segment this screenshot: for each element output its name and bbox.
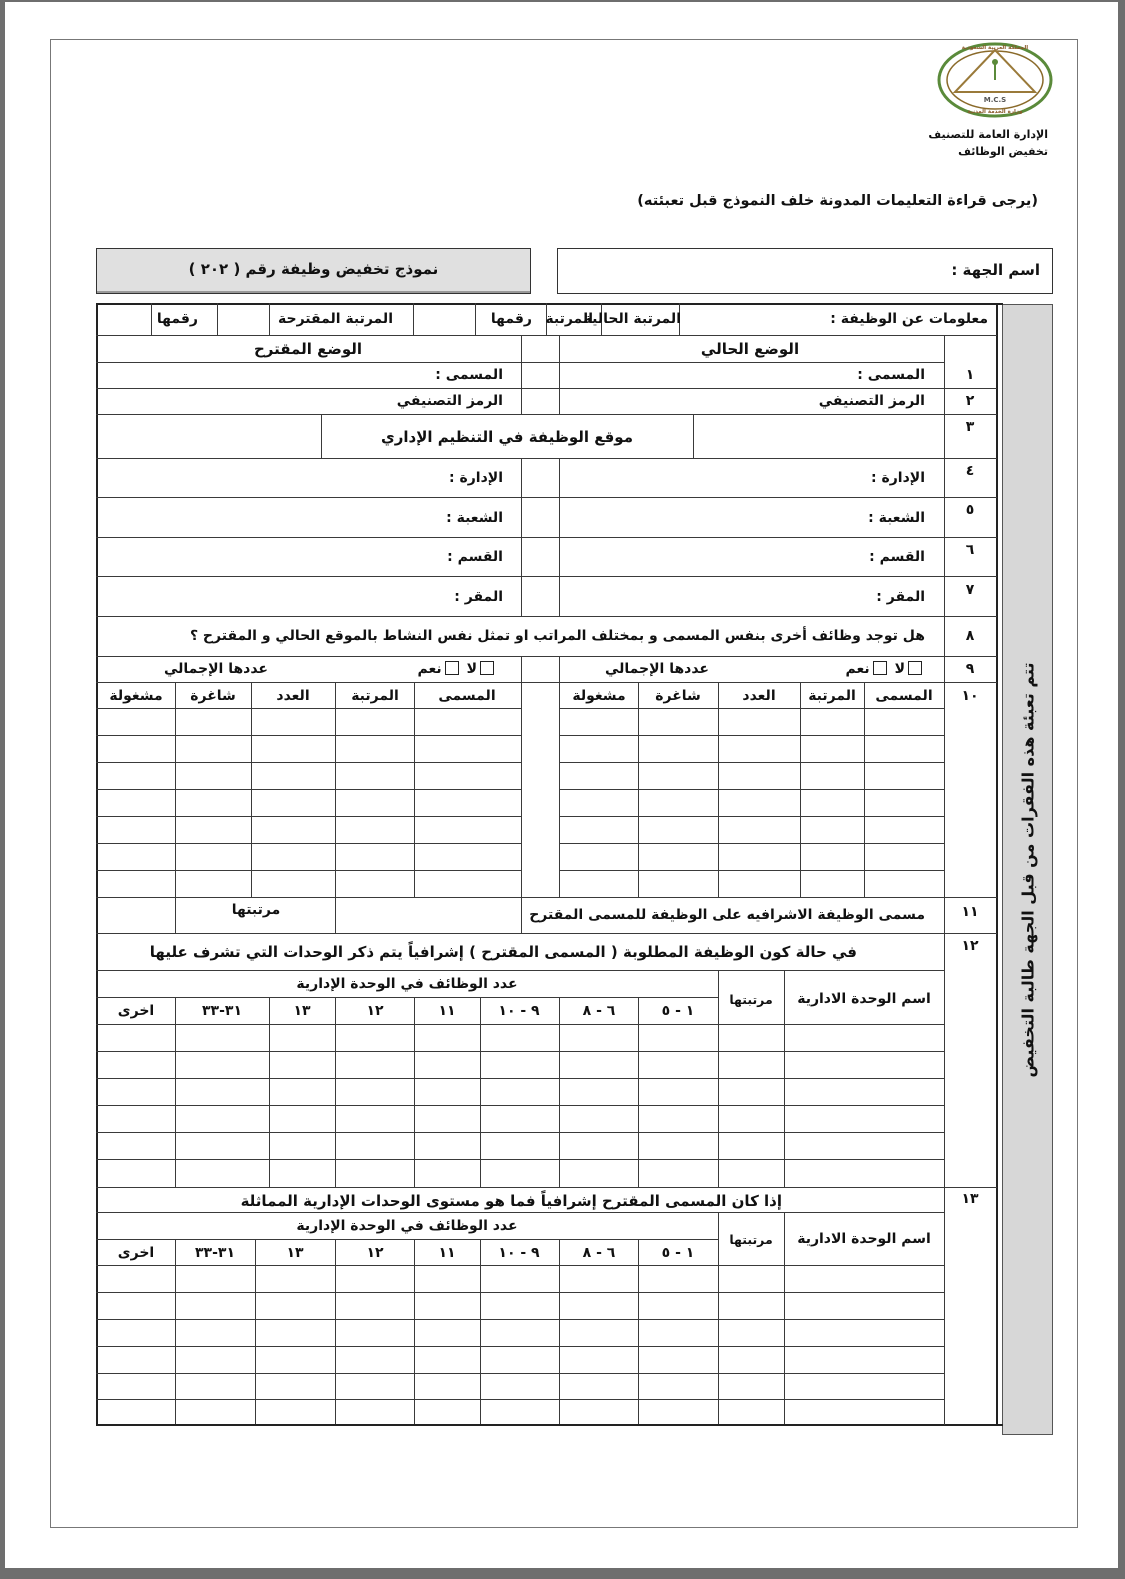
t12-range-9-10: ٩ - ١٠ bbox=[498, 1003, 540, 1019]
row-8-number: ٨ bbox=[965, 628, 975, 644]
t13-range-13: ١٣ bbox=[286, 1245, 304, 1261]
form-title-box bbox=[96, 248, 531, 294]
current-status-header: الوضع الحالي bbox=[700, 340, 800, 358]
row-12-number: ١٢ bbox=[961, 938, 979, 954]
current-grade-field[interactable] bbox=[546, 305, 601, 334]
row-11-number: ١١ bbox=[961, 904, 979, 920]
row-3-number: ٣ bbox=[965, 419, 975, 435]
t12-range-13: ١٣ bbox=[293, 1003, 311, 1019]
current-total-label: عددها الإجمالي bbox=[604, 661, 709, 677]
current-col-vacant: شاغرة bbox=[655, 688, 701, 704]
proposed-col-grade: المرتبة bbox=[351, 688, 399, 704]
row-5-number: ٥ bbox=[965, 502, 975, 518]
grade-number-field[interactable] bbox=[413, 305, 475, 334]
t12-range-11: ١١ bbox=[438, 1003, 456, 1019]
department-line-1: الإدارة العامة للتصنيف bbox=[928, 128, 1048, 141]
proposed-number-field[interactable] bbox=[98, 305, 151, 334]
current-admin-label[interactable]: الإدارة : bbox=[870, 470, 925, 486]
t13-range-11: ١١ bbox=[438, 1245, 456, 1261]
current-branch-label[interactable]: الشعبة : bbox=[868, 510, 925, 526]
sidebar-note bbox=[1002, 304, 1053, 1435]
t13-range-other: اخرى bbox=[117, 1245, 155, 1261]
row-10-number: ١٠ bbox=[961, 688, 979, 704]
job-location-label: موقع الوظيفة في التنظيم الإداري bbox=[380, 428, 634, 446]
question-8: هل توجد وظائف أخرى بنفس المسمى و بمختلف المراتب او تمثل نفس النشاط بالموقع الحالي و المقترح ؟ bbox=[189, 628, 925, 644]
supervisor-grade-label: مرتبتها bbox=[231, 902, 281, 918]
current-no-checkbox[interactable] bbox=[908, 661, 922, 675]
logo-mcs-text: M.C.S bbox=[983, 96, 1007, 104]
proposed-no-checkbox[interactable] bbox=[480, 661, 494, 675]
t12-unit-grade-header: مرتبتها bbox=[729, 992, 773, 1007]
current-col-occupied: مشغولة bbox=[572, 688, 626, 704]
t12-range-6-8: ٦ - ٨ bbox=[582, 1003, 616, 1019]
t12-range-other: اخرى bbox=[117, 1003, 155, 1019]
t13-unit-name-header: اسم الوحدة الادارية bbox=[797, 1231, 931, 1247]
proposed-col-count: العدد bbox=[276, 688, 310, 704]
sidebar-note-text: تتم تعبئة هذه الفقرات من قبل الجهة طالبة التخفيض bbox=[1018, 662, 1037, 1077]
logo-top-text: المملكة العربية السعودية bbox=[961, 45, 1029, 51]
proposed-yes-label: نعم bbox=[417, 661, 442, 677]
proposed-total-label: عددها الإجمالي bbox=[163, 661, 268, 677]
current-col-count: العدد bbox=[742, 688, 776, 704]
question-11: مسمى الوظيفة الاشرافيه على الوظيفة للمسمى المقترح bbox=[529, 907, 925, 923]
t13-range-9-10: ٩ - ١٠ bbox=[498, 1245, 540, 1261]
supervisor-title-field[interactable] bbox=[335, 899, 521, 932]
instructions-note: (يرجى قراءة التعليمات المدونة خلف النموذج قبل تعبئته) bbox=[637, 193, 1038, 209]
grade-label: المرتبة bbox=[545, 311, 593, 327]
t13-unit-grade-header: مرتبتها bbox=[729, 1232, 773, 1247]
proposed-col-title: المسمى bbox=[438, 688, 496, 704]
t12-range-12: ١٢ bbox=[366, 1003, 384, 1019]
proposed-code-label[interactable]: الرمز التصنيفي bbox=[396, 393, 503, 409]
current-yes-checkbox[interactable] bbox=[873, 661, 887, 675]
form-title: نموذج تخفيض وظيفة رقم ( ٢٠٢ ) bbox=[188, 260, 439, 278]
row-1-number: ١ bbox=[965, 367, 975, 383]
t13-jobs-count-header: عدد الوظائف في الوحدة الإدارية bbox=[296, 1218, 518, 1234]
t13-range-1-5: ١ - ٥ bbox=[661, 1245, 695, 1261]
row-9-number: ٩ bbox=[965, 661, 975, 677]
t12-unit-name-header: اسم الوحدة الادارية bbox=[797, 991, 931, 1007]
proposed-yes-no bbox=[418, 661, 497, 677]
current-yes-no bbox=[846, 661, 925, 677]
current-code-label[interactable]: الرمز التصنيفي bbox=[818, 393, 925, 409]
proposed-yes-checkbox[interactable] bbox=[445, 661, 459, 675]
current-no-label: لا bbox=[894, 661, 905, 677]
grade-number-label: رقمها bbox=[490, 311, 532, 327]
proposed-grade-field[interactable] bbox=[217, 305, 269, 334]
t12-jobs-count-header: عدد الوظائف في الوحدة الإدارية bbox=[296, 976, 518, 992]
t12-range-31-33: ٣١-٣٣ bbox=[202, 1003, 242, 1019]
department-line-2: تخفيض الوظائف bbox=[958, 145, 1048, 158]
proposed-hq-label[interactable]: المقر : bbox=[454, 589, 503, 605]
proposed-admin-label[interactable]: الإدارة : bbox=[448, 470, 503, 486]
logo-bottom-text: وزارة الخدمة المدنية bbox=[967, 109, 1023, 115]
row-4-number: ٤ bbox=[965, 463, 975, 479]
row-2-number: ٢ bbox=[965, 393, 975, 409]
question-12: في حالة كون الوظيفة المطلوبة ( المسمى المقترح ) إشرافياً يتم ذكر الوحدات التي تشرف عليها bbox=[149, 943, 857, 961]
row-13-number: ١٣ bbox=[961, 1191, 979, 1207]
t12-range-1-5: ١ - ٥ bbox=[661, 1003, 695, 1019]
proposed-col-occupied: مشغولة bbox=[109, 688, 163, 704]
ministry-logo bbox=[935, 40, 1055, 120]
form-sheet bbox=[5, 2, 1118, 1568]
current-col-grade: المرتبة bbox=[808, 688, 856, 704]
current-hq-label[interactable]: المقر : bbox=[876, 589, 925, 605]
current-yes-label: نعم bbox=[845, 661, 870, 677]
current-title-label[interactable]: المسمى : bbox=[857, 367, 925, 383]
proposed-number-label: رقمها bbox=[156, 311, 198, 327]
proposed-no-label: لا bbox=[466, 661, 477, 677]
t13-range-31-33: ٣١-٣٣ bbox=[195, 1245, 235, 1261]
proposed-title-label[interactable]: المسمى : bbox=[435, 367, 503, 383]
supervisor-grade-field[interactable] bbox=[98, 899, 175, 932]
t13-range-6-8: ٦ - ٨ bbox=[582, 1245, 616, 1261]
job-info-label: معلومات عن الوظيفة : bbox=[830, 311, 988, 327]
proposed-grade-label: المرتبة المقترحة bbox=[277, 311, 393, 327]
question-13: إذا كان المسمى المقترح إشرافياً فما هو مستوى الوحدات الإدارية المماثلة bbox=[240, 1192, 782, 1210]
entity-name-field[interactable] bbox=[557, 248, 1053, 294]
entity-name-label: اسم الجهة : bbox=[951, 261, 1040, 279]
current-section-label[interactable]: القسم : bbox=[869, 549, 925, 565]
proposed-section-label[interactable]: القسم : bbox=[447, 549, 503, 565]
proposed-branch-label[interactable]: الشعبة : bbox=[446, 510, 503, 526]
proposed-col-vacant: شاغرة bbox=[190, 688, 236, 704]
t13-range-12: ١٢ bbox=[366, 1245, 384, 1261]
current-grade-label: المرتبة الحالية bbox=[583, 311, 681, 327]
current-col-title: المسمى bbox=[875, 688, 933, 704]
row-7-number: ٧ bbox=[965, 582, 975, 598]
proposed-status-header: الوضع المقترح bbox=[253, 340, 363, 358]
row-6-number: ٦ bbox=[965, 542, 975, 558]
